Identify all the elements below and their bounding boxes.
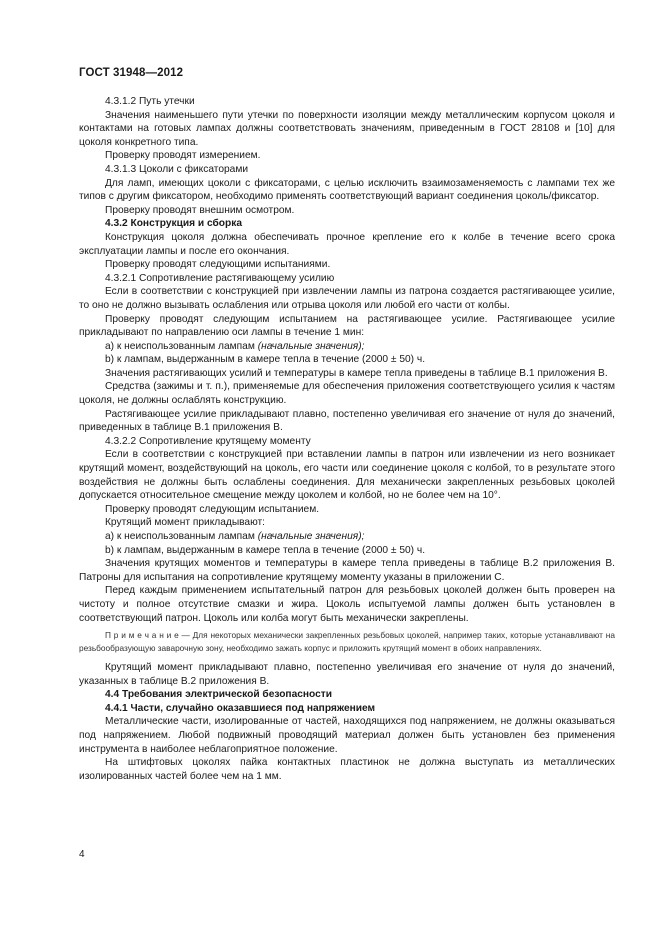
paragraph: Если в соответствии с конструкцией при вставлении лампы в патрон или извлечении из него возникает крутящий момент, воздействующий на цоколь, его части или соединение цоколя с колбой, то в результате этого воздействия не должны быть ослаблены соединения. Для механически закрепленных резьбовых цоколей допускается относительное смещение между цоколем и колбой, но не более чем на 10°. [79, 449, 615, 502]
paragraph: Металлические части, изолированные от частей, находящихся под напряжением, не должны оказываться под напряжением. Любой подвижный проводящий материал должен быть установлен без применения инструмента в наиболее неблагоприятное положение. [79, 716, 615, 755]
note: П р и м е ч а н и е — Для некоторых механически закрепленных резьбовых цоколей, например таких, которые устанавливают на резьбообразующую заварочную зону, необходимо зажать корпус и приложить крутящий момент в обоих направлениях. [79, 630, 615, 653]
paragraph: Проверку проводят следующим испытанием. [105, 503, 320, 515]
paragraph: Проверку проводят следующим испытанием на растягивающее усилие. Растягивающее усилие прикладывают по направлению оси лампы в течение 1 мин: [79, 313, 615, 339]
subsection-heading: 4.3.1.3 Цоколи с фиксаторами [105, 163, 249, 175]
subsection-heading: 4.4.1 Части, случайно оказавшиеся под напряжением [105, 702, 376, 714]
paragraph: Значения растягивающих усилий и температуры в камере тепла приведены в таблице В.1 приложения В. [105, 367, 608, 379]
paragraph: Значения крутящих моментов и температуры в камере тепла приведены в таблице В.2 приложения В. Патроны для испытания на сопротивление крутящему моменту указаны в приложении С. [79, 558, 615, 583]
paragraph: Конструкция цоколя должна обеспечивать прочное крепление его к колбе в течение всего срока эксплуатации лампы и после его окончания. [79, 231, 615, 257]
document-header: ГОСТ 31948—2012 [79, 67, 184, 79]
paragraph: Крутящий момент прикладывают плавно, постепенно увеличивая его значение от нуля до значений, указанных в таблице В.2 приложения В. [79, 661, 615, 687]
paragraph: Если в соответствии с конструкцией при извлечении лампы из патрона создается растягивающее усилие, то оно не должно вызывать ослабления или отрыва цоколя или любой его части от колбы. [79, 286, 615, 311]
paragraph: На штифтовых цоколях пайка контактных пластинок не должна выступать из металлических изолированных частей более чем на 1 мм. [79, 757, 615, 782]
subsection-heading: 4.3.2.2 Сопротивление крутящему моменту [105, 435, 311, 447]
section-heading: 4.4 Требования электрической безопасности [105, 689, 333, 701]
paragraph: Растягивающее усилие прикладывают плавно, постепенно увеличивая его значение от нуля до значений, приведенных в таблице В.1 приложения В. [79, 408, 615, 434]
page-number: 4 [79, 849, 85, 860]
subsection-heading: 4.3.2.1 Сопротивление растягивающему усилию [105, 272, 335, 284]
list-item-emphasis: (начальные значения); [257, 340, 365, 352]
subsection-heading: 4.3.1.2 Путь утечки [105, 96, 195, 107]
paragraph: Проверку проводят измерением. [105, 150, 261, 162]
list-item-text: a) к неиспользованным лампам [105, 531, 258, 542]
paragraph: Перед каждым применением испытательный патрон для резьбовых цоколей должен быть проверен на чистоту и полное отсутствие смазки и жира. Цоколь испытуемой лампы должен быть установлен в соответствующий патрон. Цоколь или колба могут быть механически закреплены. [79, 585, 615, 624]
list-item [79, 340, 615, 354]
list-item [79, 530, 615, 544]
list-item: b) к лампам, выдержанным в камере тепла в течение (2000 ± 50) ч. [105, 354, 426, 366]
document-body [79, 95, 615, 783]
paragraph: Средства (зажимы и т. п.), применяемые для обеспечения приложения соответствующего усилия к частям цоколя, не должны ослаблять конструкцию. [79, 381, 615, 407]
list-item: b) к лампам, выдержанным в камере тепла в течение (2000 ± 50) ч. [105, 544, 426, 556]
paragraph: Проверку проводят следующими испытаниями. [105, 259, 331, 271]
list-item-text: a) к неиспользованным лампам [105, 340, 258, 352]
paragraph: Проверку проводят внешним осмотром. [105, 204, 295, 216]
section-heading: 4.3.2 Конструкция и сборка [105, 218, 243, 230]
paragraph: Для ламп, имеющих цоколи с фиксаторами, с целью исключить взаимозаменяемость с лампами тех же типов с другим фиксатором, необходимо применять соответствующий вариант соединения цоколь/фиксатор. [79, 177, 615, 203]
paragraph: Крутящий момент прикладывают: [105, 517, 266, 529]
list-item-emphasis: (начальные значения); [257, 531, 365, 542]
paragraph: Значения наименьшего пути утечки по поверхности изоляции между металлическим корпусом цоколя и контактами на готовых лампах должны соответствовать значениям, приведенным в ГОСТ 28108 и [10] для цоколя конкретного типа. [79, 109, 615, 148]
